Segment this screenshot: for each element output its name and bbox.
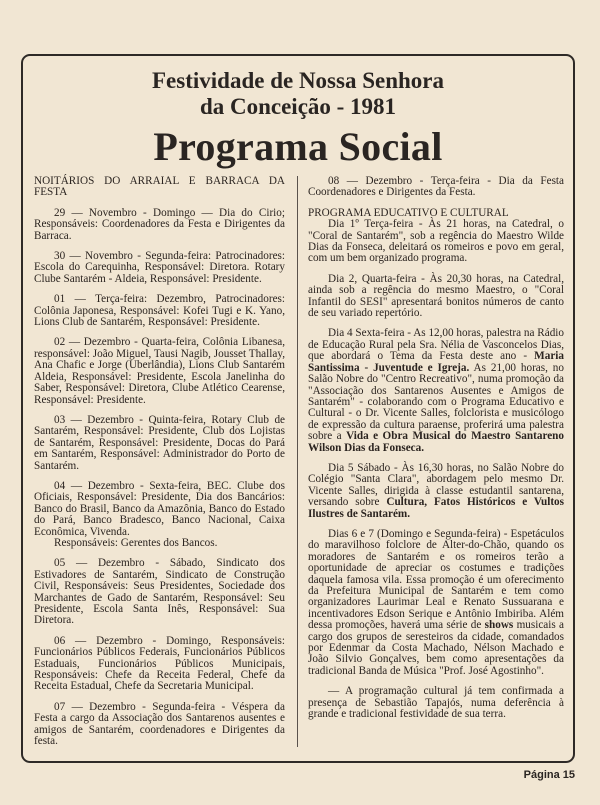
dias67-text-c: musicais a cargo dos grupos de seresteiros da cidade, comandados por Edenmar da Costa Machado, Nélson Machado e João Silvio Gonçalves, bem como apresentações da tradicional Banda de Música "Prof. José Agostinho". <box>308 619 564 677</box>
dia4-text-a: Dia 4 Sexta-feira - As 12,00 horas, palestra na Rádio de Educação Rural pela Sra. Nélia de Vasconcelos Dias, que abordará o Tema da Festa deste ano - <box>308 327 564 363</box>
paragraph-dia-5 <box>308 463 564 520</box>
paragraph-02-dez: 02 — Dezembro - Quarta-feira, Colônia Libanesa, responsável: João Miguel, Tausi Nagib, Jousset Thallay, Ana Chafic e Jorge (Uberlândia), Lions Club Santarém Aldeia, Responsável: Presidente, Escola Janelinha do Saber, Responsável: Diretora, Clube Atlético Cearense, Responsável: Presidente. <box>34 336 285 406</box>
dia5-topic-bold: Cultura, Fatos Históricos e Vultos Ilustres de Santarém. <box>308 496 564 520</box>
paragraph-closing: — A programação cultural já tem confirmada a presença de Sebastião Tapajós, numa deferência à grande e tradicional festividade de sua terra. <box>308 685 564 721</box>
right-column <box>297 176 571 747</box>
paragraph-06-dez: 06 — Dezembro - Domingo, Responsáveis: Funcionários Públicos Federais, Funcionários Públicos Estaduais, Funcionários Públicos Municipais, Responsáveis: Chefe da Receita Federal, Chefe da Receita Estadual, Chefe da Secretaria Municipal. <box>34 634 285 693</box>
paragraph-01-dez: 01 — Terça-feira: Dezembro, Patrocinadores: Colônia Japonesa, Responsável: Kofei Tugi e K. Yano, Lions Club de Santarém, Responsável: Presidente. <box>34 293 285 329</box>
dia5-text-a: Dia 5 Sábado - Às 16,30 horas, no Salão Nobre do Colégio "Santa Clara", abordagem pelo mesmo Dr. Vicente Salles, dirigida à classe estudantil santarena, versando sobre <box>308 461 564 509</box>
paragraph-29-nov: 29 — Novembro - Domingo — Dia do Cirio; Responsáveis: Coordenadores da Festa e Dirigentes da Barraca. <box>34 206 285 242</box>
paragraph-30-nov: 30 — Novembro - Segunda-feira: Patrocinadores: Escola do Carequinha, Responsável: Diretora. Rotary Clube Santarém - Aldeia, Responsável: Presidente. <box>34 250 285 285</box>
paragraph-dia-4 <box>308 328 564 453</box>
columns <box>23 176 573 747</box>
paragraph-05-dez: 05 — Dezembro - Sábado, Sindicato dos Estivadores de Santarém, Sindicato de Construção Civil, Responsáveis: Seus Presidentes, Sociedade dos Marchantes de Gado de Santarém, Responsável: Seu Presidente, Escola Santa Inês, Responsável: Sua Diretora. <box>34 557 285 627</box>
section-heading-noitarios: NOITÁRIOS DO ARRAIAL E BARRACA DA FESTA <box>34 175 285 199</box>
paragraph-dia-2: Dia 2, Quarta-feira - Às 20,30 horas, na Catedral, ainda sob a regência do mesmo Maestro, o "Coral Infantil do SESI" apresentará bonitos números de canto de seu variado repertório. <box>308 272 564 320</box>
title-line-2: da Conceição - 1981 <box>199 94 397 119</box>
dia4-lecture-bold: Vida e Obra Musical do Maestro Santareno Wilson Dias da Fonseca. <box>308 430 564 454</box>
dia4-text-c: As 21,00 horas, no Salão Nobre do "Centro Recreativo", numa promoção da "Associação dos Santarenos Ausentes e Amigos de Santarém" - colaborando com o Programa Educativo e Cultural - o Dr. Vicente Salles, folclorista e musicólogo de expressão da cultura paraense, proferirá uma palestra sobre a <box>308 361 564 443</box>
paragraph-08-dez: 08 — Dezembro - Terça-feira - Dia da Festa Coordenadores e Dirigentes da Festa. <box>308 175 564 199</box>
paragraph-bancos-responsaveis: Responsáveis: Gerentes dos Bancos. <box>54 536 218 549</box>
page-number: Página 15 <box>523 769 575 782</box>
dia4-theme-bold: Maria Santissima - Juventude e Igreja. <box>308 350 564 374</box>
dias67-text-a: Dias 6 e 7 (Domingo e Segunda-feira) - Espetáculos do maravilhoso folclore de Alter-do-Chão, quando os moradores de Santarém e os romeiros terão a oportunidade de apreciar os costumes e tradições daquela famosa vila. Essa promoção é um oferecimento da Prefeitura Municipal de Santarém e tem como organizadores Laurimar Leal e Renato Sussuarana e incentivadores Edson Serique e Antônio Imbiriba. Além dessa promoções, haverá uma série de <box>308 527 564 632</box>
title-line-1: Festividade de Nossa Senhora <box>152 68 444 93</box>
article-frame <box>21 54 575 763</box>
left-column <box>23 176 297 747</box>
section-heading-programa-educativo: PROGRAMA EDUCATIVO E CULTURAL <box>308 206 509 219</box>
paragraph-03-dez: 03 — Dezembro - Quinta-feira, Rotary Club de Santarém, Responsável: Presidente, Club dos Lojistas de Santarém, Responsável: Presidente, Docas do Pará em Santarém, Responsável: Administrador do Porto de Santarém. <box>34 413 285 472</box>
paragraph-dia-1: Dia 1º Terça-feira - Às 21 horas, na Catedral, o "Coral de Santarém", sob a regência do Maestro Wilde Dias da Fonseca, deleitará os romeiros e povo em geral, com um bem organizado programa. <box>308 218 564 265</box>
paragraph-dias-6-7 <box>308 529 564 677</box>
paragraph-04-dez: 04 — Dezembro - Sexta-feira, BEC. Clube dos Oficiais, Responsável: Presidente, Dia dos Bancários: Banco do Brasil, Banco da Amazônia, Banco do Estado do Pará, Banco Bradesco, Banco Nacional, Caixa Econômica, Vivenda. <box>34 479 285 538</box>
paragraph-07-dez: 07 — Dezembro - Segunda-feira - Véspera da Festa a cargo da Associação dos Santarenos ausentes e amigos de Santarém, coordenadores e Dirigentes da festa. <box>34 700 285 748</box>
page-title: Programa Social <box>153 124 443 169</box>
dias67-shows-bold: shows <box>484 619 514 632</box>
